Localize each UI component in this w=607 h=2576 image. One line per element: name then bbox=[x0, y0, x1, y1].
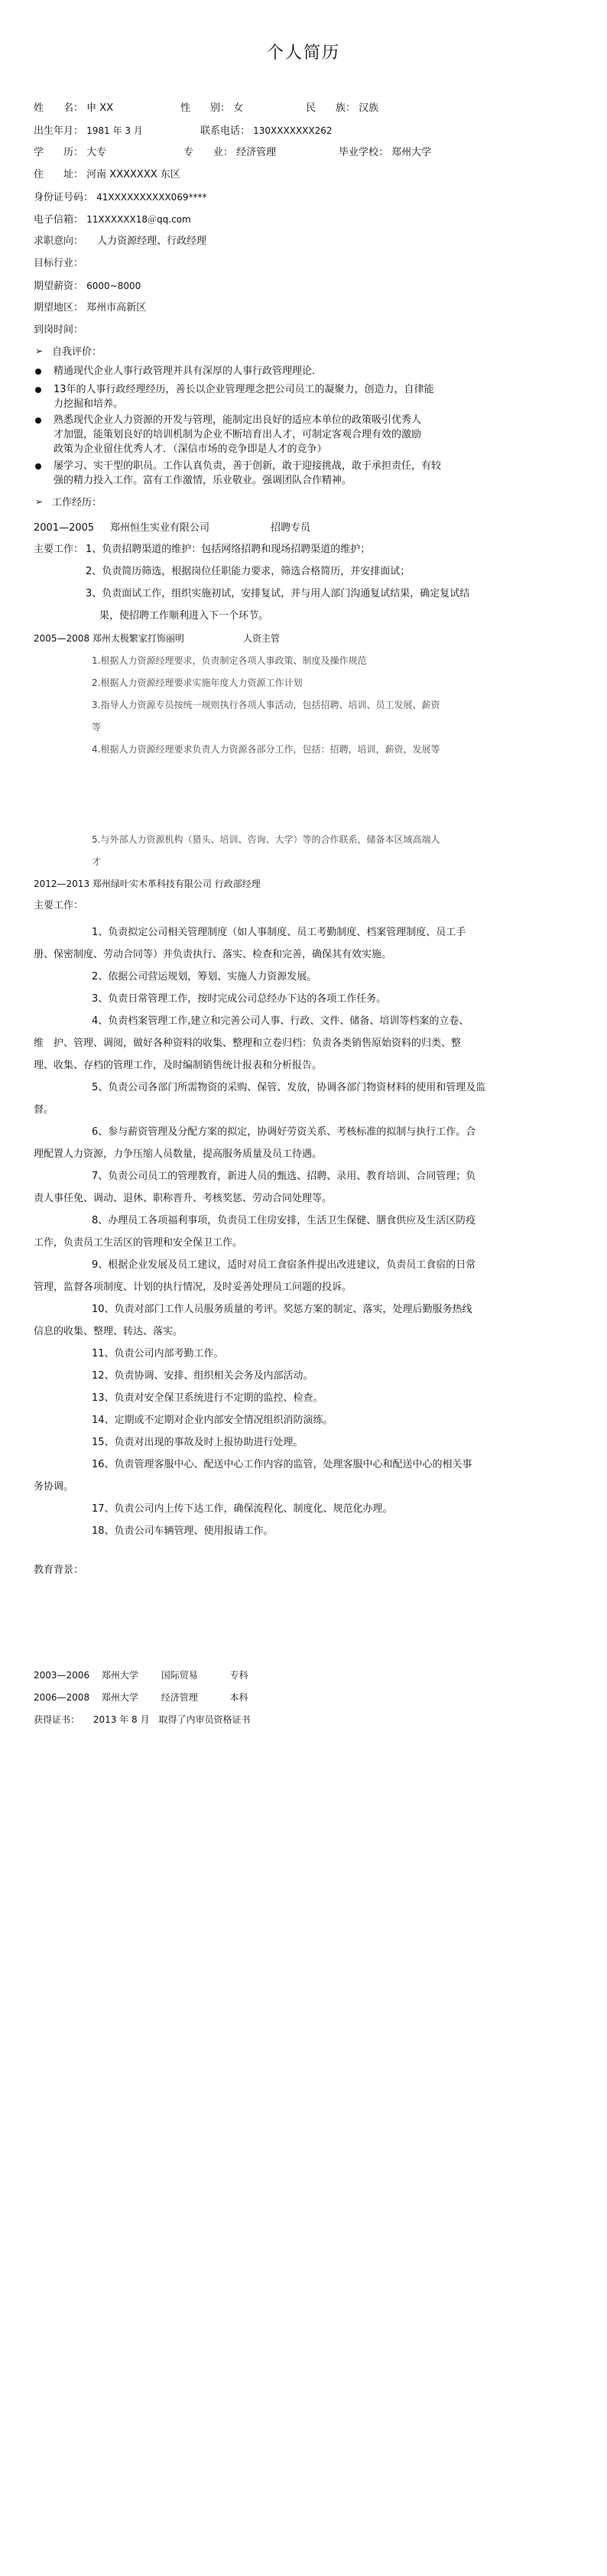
education-school: 郑州大学 bbox=[101, 1670, 138, 1681]
major-label: 专 业： bbox=[183, 147, 234, 158]
job3-duty: 7、负责公司员工的管理教育，新进人员的甄选、招聘、录用、教育培训、合同管理；负 bbox=[92, 1171, 476, 1182]
arrow-bullet-icon: ➢ bbox=[35, 346, 44, 356]
edu-row bbox=[34, 146, 106, 160]
position-row bbox=[34, 235, 206, 249]
job1-duty: 果，使招聘工作顺利进入下一个环节。 bbox=[99, 610, 269, 622]
job3-duty: 8、办理员工各项福利事项，负责员工住房安排，生活卫生保健、膳食供应及生活区防疫 bbox=[92, 1215, 476, 1226]
job3-duty: 2、依据公司营运规划，筹划、实施人力资源发展。 bbox=[92, 971, 317, 983]
job3-duty: 15、负责对出现的事故及时上报协助进行处理。 bbox=[92, 1437, 304, 1448]
job1-title: 招聘专员 bbox=[271, 522, 311, 534]
self-eval-line: 精通现代企业人事行政管理并具有深厚的人事行政管理理论． bbox=[54, 365, 323, 377]
job2-duty: 5.与外部人力资源机构（猎头、培训、咨询、大学）等的合作联系，储备本区域高端人 bbox=[92, 834, 440, 845]
job3-duty: 理配置人力资源，力争压缩人员数量，提高服务质量及员工待遇。 bbox=[34, 1148, 323, 1160]
phone-label: 联系电话： bbox=[200, 125, 251, 137]
job3-duty: 12、负责协调、安排、组织相关会务及内部活动。 bbox=[92, 1370, 313, 1382]
education-row bbox=[34, 1691, 248, 1704]
birth-value: 1981 年 3 月 bbox=[86, 125, 143, 136]
location-row bbox=[34, 301, 146, 315]
self-eval-item bbox=[54, 459, 441, 488]
ethnic-row bbox=[306, 102, 378, 115]
email-value: 11XXXXXX18＠qq.com bbox=[86, 214, 191, 225]
phone-row bbox=[200, 124, 333, 138]
ethnic-value: 汉族 bbox=[359, 102, 379, 114]
location-value: 郑州市高新区 bbox=[86, 302, 147, 313]
job2-duty: 等 bbox=[92, 722, 102, 733]
bullet-icon bbox=[35, 417, 41, 424]
cert-row bbox=[34, 1713, 250, 1727]
job3-duty: 务协调。 bbox=[34, 1481, 74, 1493]
birth-label: 出生年月： bbox=[34, 125, 84, 137]
address-value: 河南 XXXXXXX 东区 bbox=[86, 169, 180, 180]
school-value: 郑州大学 bbox=[391, 147, 432, 158]
job3-duty: 6、参与薪资管理及分配方案的拟定，协调好劳资关系、考核标准的拟制与执行工作。合 bbox=[92, 1126, 476, 1138]
location-label: 期望地区： bbox=[34, 302, 84, 313]
job2-header: 2005—2008 郑州太极繁家打饰丽明 bbox=[34, 633, 184, 644]
self-eval-line: 力挖掘和培养。 bbox=[54, 398, 124, 410]
arrival-label: 到岗时间： bbox=[34, 324, 84, 336]
email-label: 电子信箱： bbox=[34, 214, 84, 226]
self-eval-heading: 自我评价： bbox=[52, 346, 102, 358]
bullet-icon bbox=[35, 387, 41, 393]
cert-label: 获得证书： bbox=[34, 1714, 80, 1725]
id-label: 身份证号码： bbox=[34, 192, 94, 203]
job1-period: 2001—2005 bbox=[34, 522, 95, 534]
education-degree: 本科 bbox=[229, 1692, 248, 1703]
self-eval-item bbox=[54, 413, 421, 456]
job3-duty: 5、负责公司各部门所需物资的采购、保管、发放，协调各部门物资材料的使用和管理及监 bbox=[92, 1082, 486, 1093]
name-value: 申 XX bbox=[86, 102, 114, 114]
job3-duty: 3、负责日常管理工作，按时完成公司总经办下达的各项工作任务。 bbox=[92, 993, 387, 1005]
address-label: 住 址： bbox=[34, 169, 84, 180]
job2-title: 人资主管 bbox=[243, 633, 281, 644]
job3-duty: 16、负责管理客服中心、配送中心工作内容的监管，处理客服中心和配送中心的相关事 bbox=[92, 1459, 472, 1470]
self-eval-line: 屡学习、实干型的职员。工作认真负责，善于创新，敢于迎接挑战，敢于承担责任，有较 bbox=[54, 460, 442, 472]
job1-company: 郑州恒生实业有限公司 bbox=[110, 522, 210, 534]
position-value: 人力资源经理、行政经理 bbox=[97, 236, 207, 247]
school-row bbox=[339, 146, 431, 160]
edu-label: 学 历： bbox=[34, 147, 84, 158]
salary-label: 期望薪资： bbox=[34, 281, 84, 292]
target-label: 目标行业： bbox=[34, 258, 84, 269]
salary-row bbox=[34, 279, 141, 294]
self-eval-item bbox=[54, 382, 434, 411]
major-value: 经济管理 bbox=[236, 147, 277, 158]
arrow-bullet-icon: ➢ bbox=[35, 496, 44, 507]
gender-value: 女 bbox=[233, 102, 244, 114]
job3-duty: 4、负责档案管理工作,建立和完善公司人事、行政、文件、储备、培训等档案的立卷、 bbox=[92, 1015, 469, 1027]
job3-duty: 13、负责对安全保卫系统进行不定期的监控、检查。 bbox=[92, 1392, 323, 1404]
email-row bbox=[34, 213, 191, 227]
education-school: 郑州大学 bbox=[101, 1692, 138, 1703]
salary-value: 6000~8000 bbox=[86, 281, 141, 291]
job3-duty: 责人事任免、调动、退休、职称晋升、考核奖惩、劳动合同处理等。 bbox=[34, 1193, 333, 1204]
job3-duty: 理、收集、存档的管理工作，及时编制销售统计报表和分析报告。 bbox=[34, 1060, 323, 1071]
job2-duty: 才 bbox=[92, 856, 102, 867]
education-period: 2006—2008 bbox=[34, 1692, 90, 1703]
job1-duty: 2、负责简历筛选，根据岗位任职能力要求，筛选合格简历，并安排面试； bbox=[86, 566, 411, 577]
education-major: 国际贸易 bbox=[161, 1670, 198, 1681]
self-eval-line: 政策为企业留住优秀人才．（深信市场的竞争即是人才的竞争） bbox=[54, 443, 327, 455]
job3-duty: 1、负责拟定公司相关管理制度（如人事制度、员工考勤制度、档案管理制度、员工手 bbox=[92, 927, 466, 938]
name-label: 姓 名： bbox=[34, 102, 84, 114]
ethnic-label: 民 族： bbox=[306, 102, 356, 114]
school-label: 毕业学校： bbox=[339, 147, 389, 158]
education-major: 经济管理 bbox=[161, 1692, 198, 1703]
education-period: 2003—2006 bbox=[34, 1670, 90, 1681]
gender-label: 性 别： bbox=[180, 102, 231, 114]
job3-duty: 信息的收集、整理、转达、落实。 bbox=[34, 1326, 183, 1337]
job3-duty-list bbox=[34, 921, 538, 1542]
bullet-icon bbox=[35, 463, 41, 469]
job3-duty: 管理，监督各项制度、计划的执行情况，及时妥善处理员工问题的投诉。 bbox=[34, 1282, 352, 1293]
self-eval-line: 13年的人事行政经理经历，善长以企业管理理念把公司员工的凝聚力，创造力，自律能 bbox=[54, 384, 434, 395]
job3-duty-label: 主要工作： bbox=[34, 900, 84, 911]
job3-duty: 维 护、管理、调阅，做好各种资料的收集、整理和立卷归档：负责各类销售原始资料的归类、整 bbox=[34, 1038, 462, 1049]
job3-duty: 督。 bbox=[34, 1104, 54, 1116]
job3-duty: 14、定期或不定期对企业内部安全情况组织消防演练。 bbox=[92, 1415, 333, 1426]
name-row bbox=[34, 102, 113, 115]
work-heading: 工作经历： bbox=[52, 497, 102, 508]
job2-duty: 3.指导人力资源专员按统一规则执行各项人事活动，包括招聘、培训、员工发展、薪资 bbox=[92, 700, 440, 710]
self-eval-line: 才加盟，能策划良好的培训机制为企业不断培育出人才，可制定客观合理有效的激励 bbox=[54, 429, 422, 440]
job3-duty: 18、负责公司车辆管理、使用报请工作。 bbox=[92, 1525, 274, 1537]
job1-duty-label: 主要工作： bbox=[34, 544, 84, 555]
target-row bbox=[34, 257, 83, 271]
education-degree: 专科 bbox=[229, 1670, 248, 1681]
job2-duty: 1.根据人力资源经理要求，负责制定各项人事政策、制度及操作规范 bbox=[92, 655, 367, 666]
page-title: 个人简历 bbox=[266, 44, 340, 63]
job3-duty: 工作，负责员工生活区的管理和安全保卫工作。 bbox=[34, 1237, 243, 1249]
edu-value: 大专 bbox=[86, 147, 107, 158]
job2-duty: 4.根据人力资源经理要求负责人力资源各部分工作，包括：招聘，培训，薪资，发展等 bbox=[92, 744, 440, 755]
job3-duty: 册、保密制度、劳动合同等）并负责执行、落实、检查和完善，确保其有效实施。 bbox=[34, 949, 392, 960]
job2-duty: 2.根据人力资源经理要求实施年度人力资源工作计划 bbox=[92, 677, 303, 688]
self-eval-line: 强的精力投入工作。富有工作激情，乐业敬业。强调团队合作精神。 bbox=[54, 475, 352, 486]
job3-duty: 9、根据企业发展及员工建议，适时对员工食宿条件提出改进建议，负责员工食宿的日常 bbox=[92, 1259, 476, 1271]
self-eval-line: 熟悉现代企业人力资源的开发与管理，能制定出良好的适应本单位的政策吸引优秀人 bbox=[54, 414, 422, 426]
job3-duty: 10、负责对部门工作人员服务质量的考评。奖惩方案的制定、落实，处理后勤服务热线 bbox=[92, 1304, 472, 1315]
education-heading: 教育背景： bbox=[34, 1564, 84, 1576]
phone-value: 130XXXXXXX262 bbox=[253, 125, 333, 136]
job1-duty: 1、负责招聘渠道的维护：包括网络招聘和现场招聘渠道的维护； bbox=[86, 544, 371, 555]
major-row bbox=[183, 146, 276, 160]
cert-value: 2013 年 8 月 取得了内审员资格证书 bbox=[93, 1714, 251, 1725]
id-value: 41XXXXXXXXXX069**** bbox=[96, 192, 207, 203]
id-row bbox=[34, 190, 207, 205]
bullet-icon bbox=[35, 369, 41, 375]
job1-duty: 3、负责面试工作，组织实施初试，安排复试，并与用人部门沟通复试结果，确定复试结 bbox=[86, 588, 470, 599]
birth-row bbox=[34, 124, 143, 138]
self-eval-item bbox=[54, 364, 322, 378]
job3-header: 2012—2013 郑州绿叶实木革科技有限公司 行政部经理 bbox=[34, 879, 261, 889]
education-row bbox=[34, 1668, 248, 1682]
gender-row bbox=[180, 102, 243, 115]
job3-duty: 11、负责公司内部考勤工作。 bbox=[92, 1348, 224, 1359]
address-row bbox=[34, 168, 180, 182]
position-label: 求职意向： bbox=[34, 236, 84, 247]
arrival-row bbox=[34, 323, 83, 337]
job3-duty: 17、负责公司内上传下达工作，确保流程化、制度化、规范化办理。 bbox=[92, 1503, 393, 1515]
